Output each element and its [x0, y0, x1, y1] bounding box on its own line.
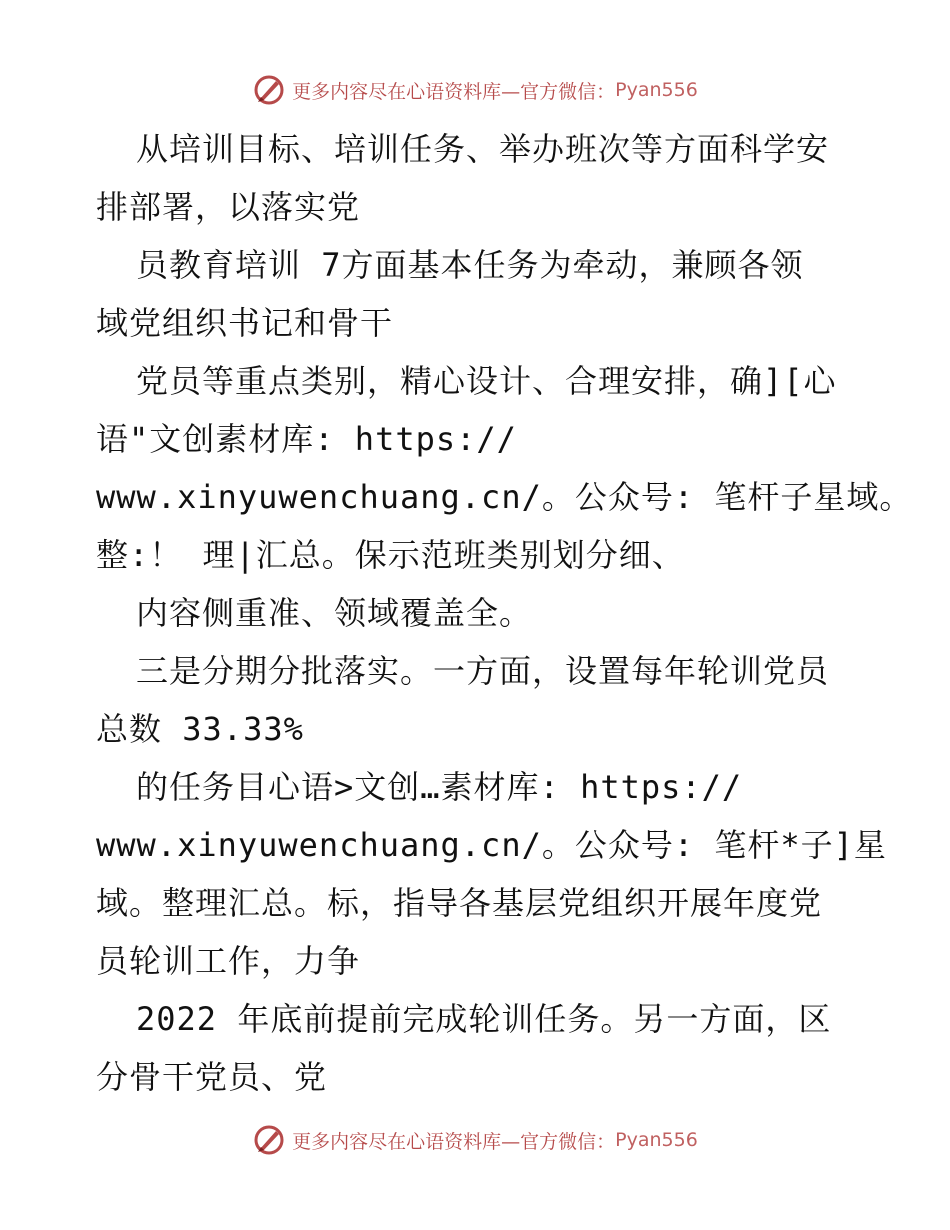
header-wechat-id: Pyan556 [615, 79, 698, 101]
text-line: 的任务目心语>文创…素材库: https:// [136, 768, 743, 806]
text-line: 内容侧重准、领域覆盖全。 [136, 594, 533, 632]
text-line: www.xinyuwenchuang.cn/。公众号: 笔杆子星域。 [96, 478, 913, 516]
header-banner-text: 更多内容尽在心语资料库—官方微信： [292, 80, 616, 103]
text-line: 语"文创素材库: https:// [96, 420, 517, 458]
footer-banner-text: 更多内容尽在心语资料库—官方微信： [292, 1130, 616, 1153]
text-line: 域党组织书记和骨干 [96, 304, 394, 342]
document-body [96, 120, 913, 1106]
text-line: 员轮训工作，力争 [96, 942, 361, 980]
text-line: 分骨干党员、党 [96, 1058, 328, 1096]
text-line: 员教育培训 7方面基本任务为牵动，兼顾各领 [136, 246, 804, 284]
text-line: 三是分期分批落实。一方面，设置每年轮训党员 [136, 652, 830, 690]
text-line: 总数 33.33% [96, 710, 304, 748]
text-line: 党员等重点类别，精心设计、合理安排，确][心 [136, 362, 837, 400]
text-line: 从培训目标、培训任务、举办班次等方面科学安 [136, 130, 830, 168]
quill-logo-icon [252, 1123, 286, 1157]
footer-banner [0, 1120, 950, 1160]
text-line: 排部署，以落实党 [96, 188, 361, 226]
quill-logo-icon [252, 73, 286, 107]
footer-wechat-id: Pyan556 [615, 1129, 698, 1151]
header-banner [0, 70, 950, 110]
text-line: 域。整理汇总。标，指导各基层党组织开展年度党 [96, 884, 823, 922]
text-line: www.xinyuwenchuang.cn/。公众号: 笔杆*子]星 [96, 826, 887, 864]
text-line: 2022 年底前提前完成轮训任务。另一方面，区 [136, 1000, 832, 1038]
text-line: 整:！ 理|汇总。保示范班类别划分细、 [96, 536, 685, 574]
